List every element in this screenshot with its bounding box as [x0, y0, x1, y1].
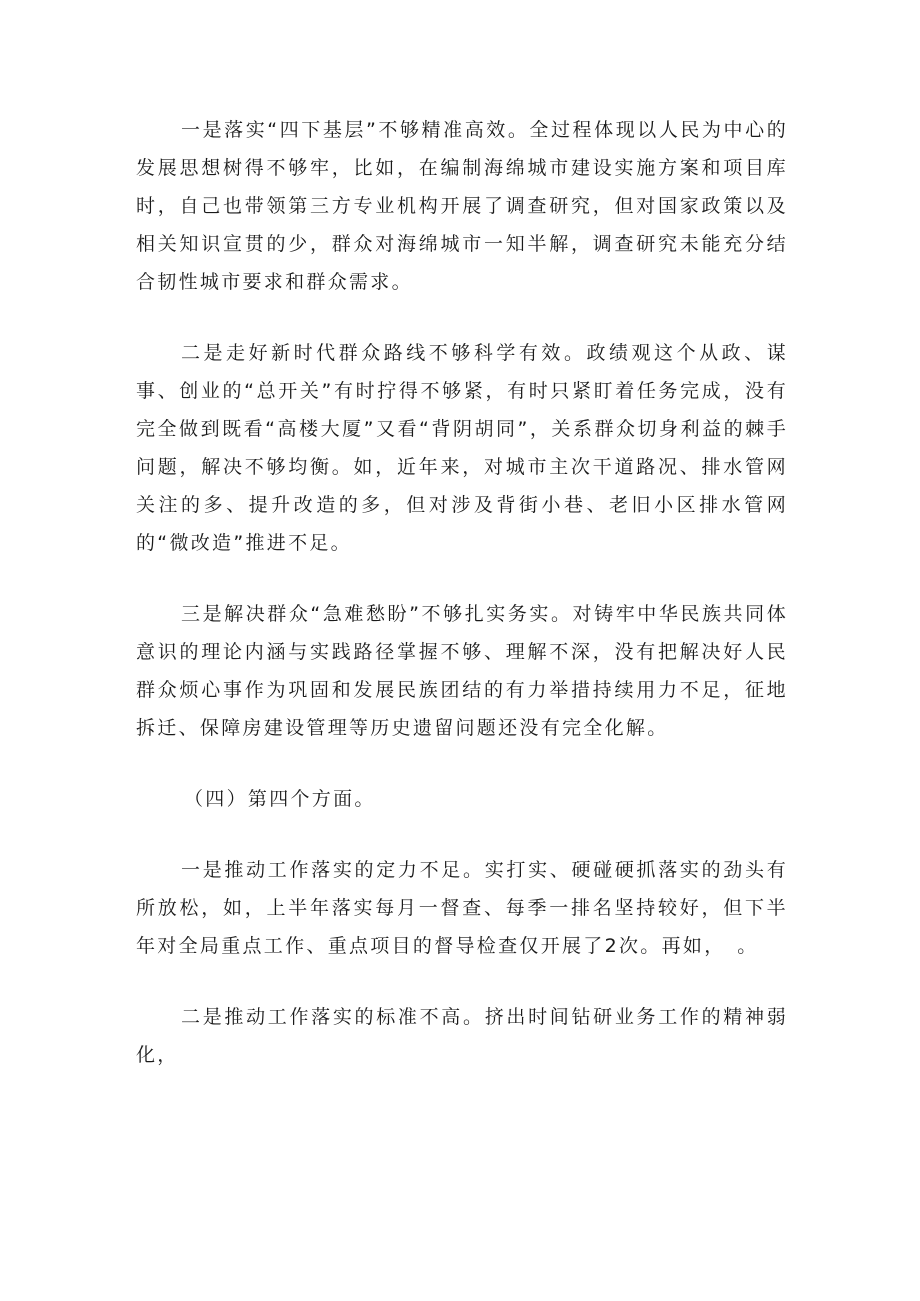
paragraph-urgent-needs: 三是解决群众“急难愁盼”不够扎实务实。对铸牢中华民族共同体意识的理论内涵与实践路径掌握不够、理解不深，没有把解决好人民群众烦心事作为巩固和发展民族团结的有力举措持续用力不足，征地拆迁、保障房建设管理等历史遗留问题还没有完全化解。 [136, 603, 788, 739]
paragraph-work-standards: 二是推动工作落实的标准不高。挤出时间钻研业务工作的精神弱化， [136, 1006, 788, 1066]
paragraph-four-grassroots: 一是落实“四下基层”不够精准高效。全过程体现以人民为中心的发展思想树得不够牢，比如，在编制海绵城市建设实施方案和项目库时，自己也带领第三方专业机构开展了调查研究，但对国家政策以及相关知识宣贯的少，群众对海绵城市一知半解，调查研究未能充分结合韧性城市要求和群众需求。 [136, 119, 788, 293]
section-heading-four: （四）第四个方面。 [184, 788, 376, 810]
paragraph-mass-line: 二是走好新时代群众路线不够科学有效。政绩观这个从政、谋事、创业的“总开关”有时拧得不够紧，有时只紧盯着任务完成，没有完全做到既看“高楼大厦”又看“背阴胡同”，关系群众切身利益的棘手问题，解决不够均衡。如，近年来，对城市主次干道路况、排水管网关注的多、提升改造的多，但对涉及背街小巷、老旧小区排水管网的“微改造”推进不足。 [136, 342, 788, 554]
document-body [136, 111, 788, 1107]
paragraph-work-determination: 一是推动工作落实的定力不足。实打实、硬碰硬抓落实的劲头有所放松，如，上半年落实每月一督查、每季一排名坚持较好，但下半年对全局重点工作、重点项目的督导检查仅开展了2次。再如， 。 [136, 859, 788, 957]
